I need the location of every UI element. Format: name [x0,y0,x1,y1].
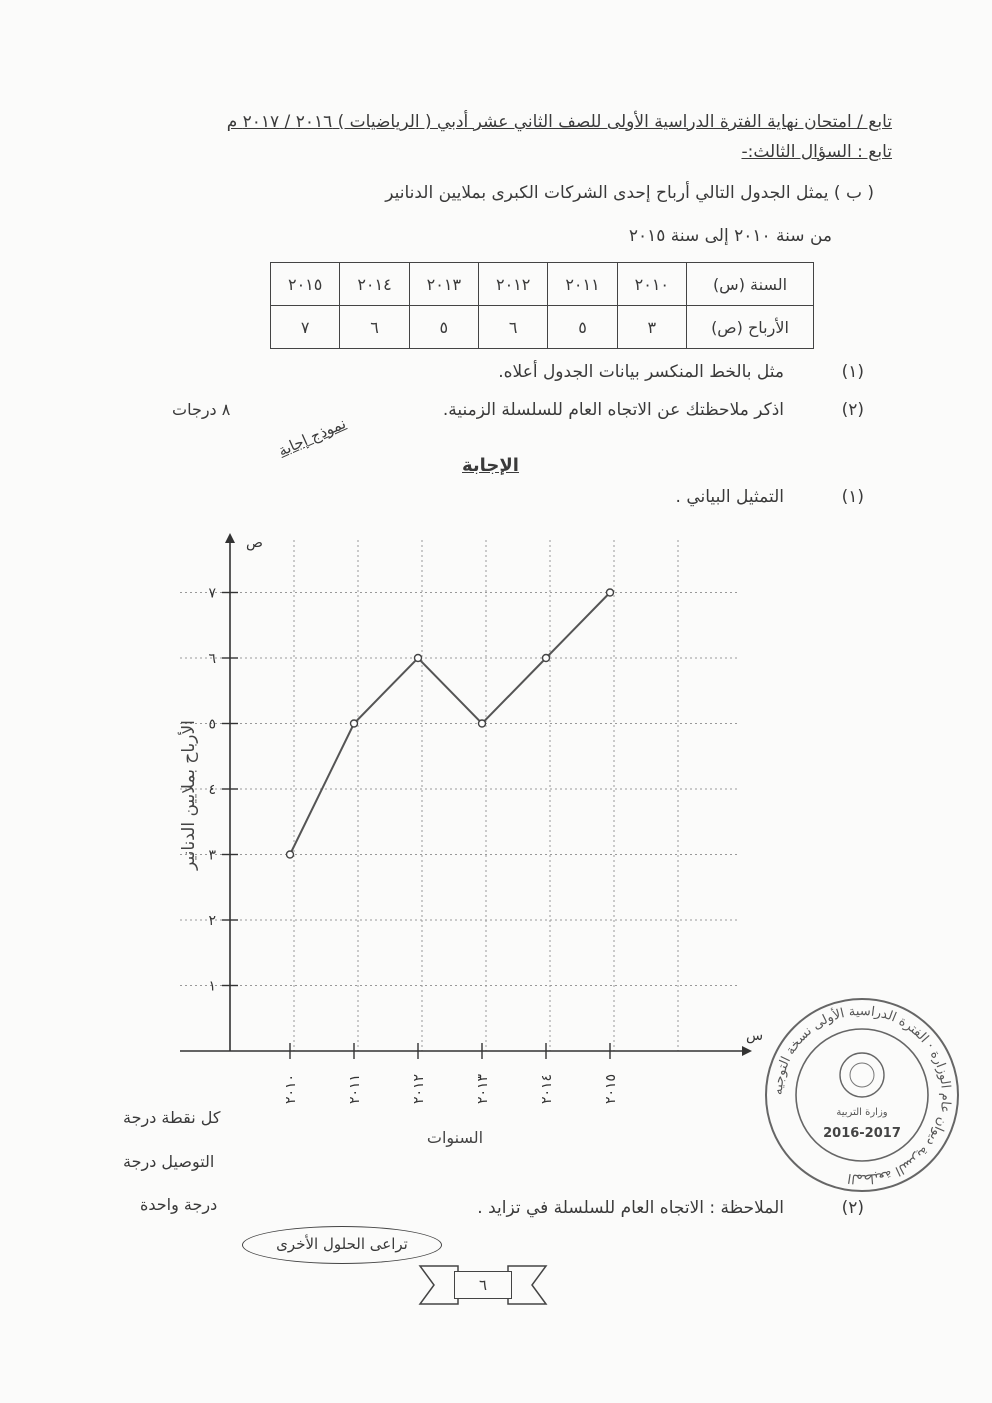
table-cell-profit: ٦ [479,306,548,349]
table-row-years [271,263,814,306]
x-tick-label: ٢٠١١ [347,1073,363,1105]
stamp-inner-ring [796,1029,928,1161]
question-text-line1: ( ب ) يمثل الجدول التالي أرباح إحدى الشركات الكبرى بملايين الدنانير [385,183,874,203]
y-tick-labels [208,586,238,995]
grading-connection: التوصيل درجة [123,1152,215,1171]
y-tick-label: ٣ [208,847,216,864]
page-number: ٦ [454,1271,512,1299]
model-answer-label: نموذج إجابة [275,414,349,460]
table-cell-year: ٢٠١٤ [340,263,409,306]
item1-number: (١) [841,362,864,382]
grade-label: ٨ درجات [172,400,231,419]
official-stamp [762,995,962,1195]
x-axis-arrow [742,1046,752,1056]
y-tick-label: ٢ [208,913,216,929]
item2-text: اذكر ملاحظتك عن الاتجاه العام للسلسلة الزمنية. [442,400,784,420]
data-point [543,655,550,662]
y-tick-label: ٦ [208,651,216,667]
stamp-outer-ring [766,999,958,1191]
table-cell-profit: ٣ [617,306,686,349]
answer-title: الإجابة [462,455,519,476]
x-tick-label: ٢٠١٣ [475,1073,491,1105]
grading-per-point: كل نقطة درجة [123,1108,221,1127]
answer-item2-text: الملاحظة : الاتجاه العام للسلسلة في تزايد . [477,1198,784,1218]
profits-table [270,262,814,349]
data-point [351,720,358,727]
table-cell-year: ٢٠١٥ [271,263,340,306]
table-cell-profit: ٥ [548,306,617,349]
data-point [415,655,422,662]
stamp-ministry: وزارة التربية [836,1107,888,1118]
line-chart [150,525,770,1155]
x-tick-label: ٢٠١٥ [603,1073,619,1105]
item1-text: مثل بالخط المنكسر بيانات الجدول أعلاه. [498,362,784,382]
y-tick-label: ٧ [208,585,216,602]
table-cell-profit: ٦ [340,306,409,349]
grading-one-grade: درجة واحدة [140,1195,218,1214]
table-header-year: السنة (س) [687,263,814,306]
stamp-year: 2016-2017 [823,1126,901,1141]
exam-header: تابع / امتحان نهاية الفترة الدراسية الأولى للصف الثاني عشر أدبي ( الرياضيات ) ٢٠١٦ / ٢٠١٧ م [226,112,892,132]
table-header-profit: الأرباح (ص) [687,306,814,349]
data-point [479,720,486,727]
emblem-icon [840,1053,884,1097]
chart-axes [180,533,752,1056]
table-cell-year: ٢٠١٣ [409,263,478,306]
question-text-line2: من سنة ٢٠١٠ إلى سنة ٢٠١٥ [628,226,832,246]
x-tick-label: ٢٠١٢ [411,1073,427,1105]
data-point [607,589,614,596]
question-header: تابع : السؤال الثالث:- [741,142,892,162]
x-tick-label: ٢٠١٤ [539,1073,555,1105]
y-axis-label: الأرباح بملايين الدنانير [179,720,199,870]
emblem-inner-icon [850,1063,874,1087]
y-axis-symbol: ص [246,535,263,551]
answer-item1-number: (١) [841,487,864,507]
x-tick-label: ٢٠١٠ [283,1073,299,1105]
answer-item2-number: (٢) [841,1198,864,1218]
chart-grid [180,540,740,1051]
y-tick-label: ١ [208,978,216,995]
table-cell-year: ٢٠١١ [548,263,617,306]
y-tick-label: ٥ [208,716,216,733]
table-cell-year: ٢٠١٢ [479,263,548,306]
x-axis-symbol: س [746,1028,764,1044]
table-cell-profit: ٥ [409,306,478,349]
answer-item1-text: التمثيل البياني . [675,487,784,507]
data-point [287,851,294,858]
table-cell-profit: ٧ [271,306,340,349]
x-axis-label: السنوات [426,1128,484,1147]
stamp-outer-text: المطبعة السرية ديوان عام الوزارة · الفترة الدراسية الأولى نسخة التوجيه [770,1003,954,1187]
item2-number: (٢) [841,400,864,420]
x-tick-labels [283,1043,619,1104]
table-row-profits [271,306,814,349]
other-solutions-note: تراعى الحلول الأخرى [242,1226,442,1264]
y-tick-label: ٤ [208,782,216,798]
y-axis-arrow [225,533,235,543]
table-cell-year: ٢٠١٠ [617,263,686,306]
